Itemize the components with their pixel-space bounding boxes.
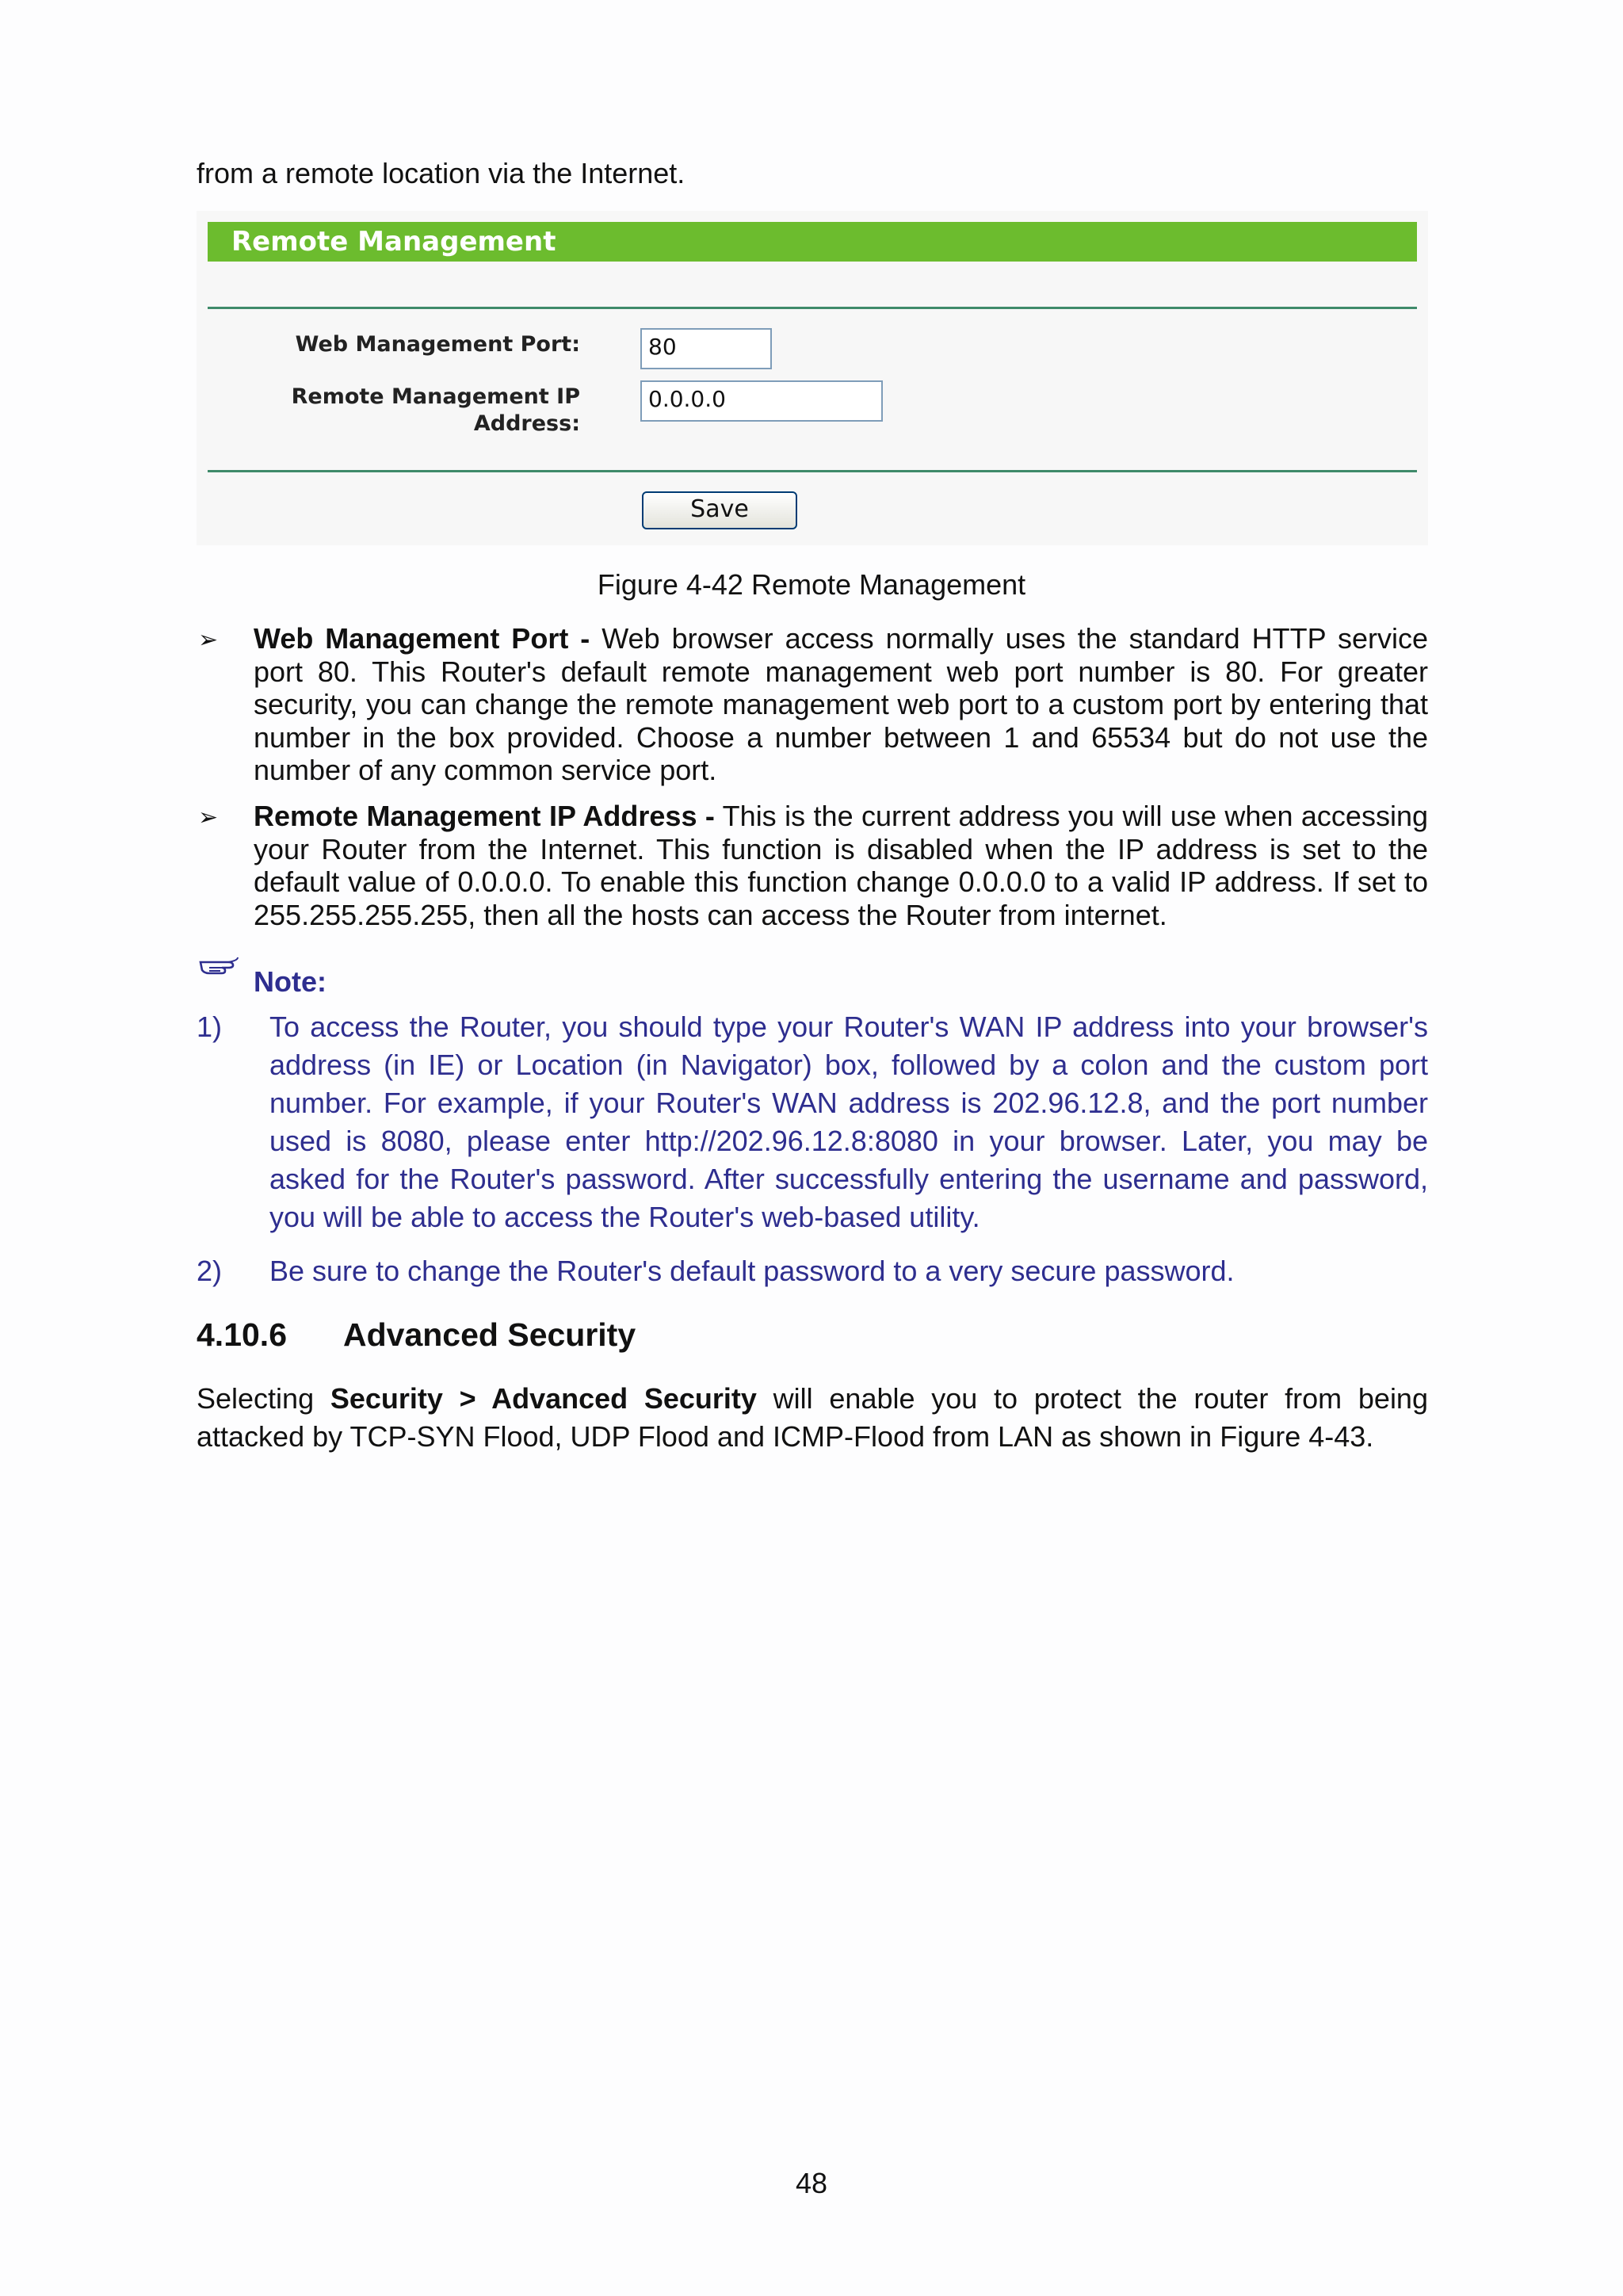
save-button[interactable]: Save [642,491,797,529]
remote-management-ip-label: Remote Management IP Address: [291,384,580,436]
figure-divider-top [208,307,1417,309]
note-item-number: 2) [197,1255,223,1287]
note-item-number: 1) [197,1010,223,1043]
remote-management-ip-input[interactable]: 0.0.0.0 [640,380,883,422]
bullet-term: Web Management Port - [254,622,590,655]
intro-text: from a remote location via the Internet. [197,157,685,189]
web-management-port-label: Web Management Port: [295,332,580,357]
bullet-arrow-icon: ➢ [198,804,219,831]
bullet-remote-management-ip [254,800,1428,931]
bullet-arrow-icon: ➢ [198,627,219,653]
menu-path: Security > Advanced Security [330,1382,757,1415]
section-number: 4.10.6 [197,1316,287,1353]
figure-title: Remote Management [231,226,556,258]
figure-divider-bottom [208,470,1417,472]
bullet-term: Remote Management IP Address - [254,800,715,832]
section-paragraph [197,1380,1428,1456]
bullet-web-management-port [254,622,1428,787]
paragraph-text: Selecting [197,1382,330,1415]
figure-caption: Figure 4-42 Remote Management [597,568,1026,601]
paragraph-text: will enable you to protect the router from being attacked by TCP-SYN Flood, UDP Flood and ICMP-Flood from LAN as shown in Figure 4-43. [197,1382,1428,1453]
bullet-description: This is the current address you will use when accessing your Router from the Internet. This function is disabled when the IP address is set to the default value of 0.0.0.0. To enable this function change 0.0.0.0 to a valid IP address. If set to 255.255.255.255, then all the hosts can access the Router from internet. [254,800,1428,931]
pointing-hand-icon [198,954,241,985]
note-item-text: To access the Router, you should type your Router's WAN IP address into your browser's address (in IE) or Location (in Navigator) box, followed by a colon and the custom port number. For example, if your Router's WAN address is 202.96.12.8, and the port number used is 8080, please enter http://202.96.12.8:8080 in your browser. Later, you may be asked for the Router's password. After successfully entering the username and password, you will be able to access the Router's web-based utility. [269,1010,1428,1233]
section-title: Advanced Security [343,1316,636,1353]
note-heading: Note: [254,965,327,998]
remote-management-figure [197,211,1428,545]
figure-header-bar [208,222,1417,262]
web-management-port-input[interactable]: 80 [640,328,772,369]
page-number: 48 [795,2167,828,2199]
note-item-text: Be sure to change the Router's default password to a very secure password. [269,1255,1235,1287]
bullet-description: Web browser access normally uses the standard HTTP service port 80. This Router's default remote management web port number is 80. For greater security, you can change the remote management web port to a custom port by entering that number in the box provided. Choose a number between 1 and 65534 but do not use the number of any common service port. [254,622,1428,786]
